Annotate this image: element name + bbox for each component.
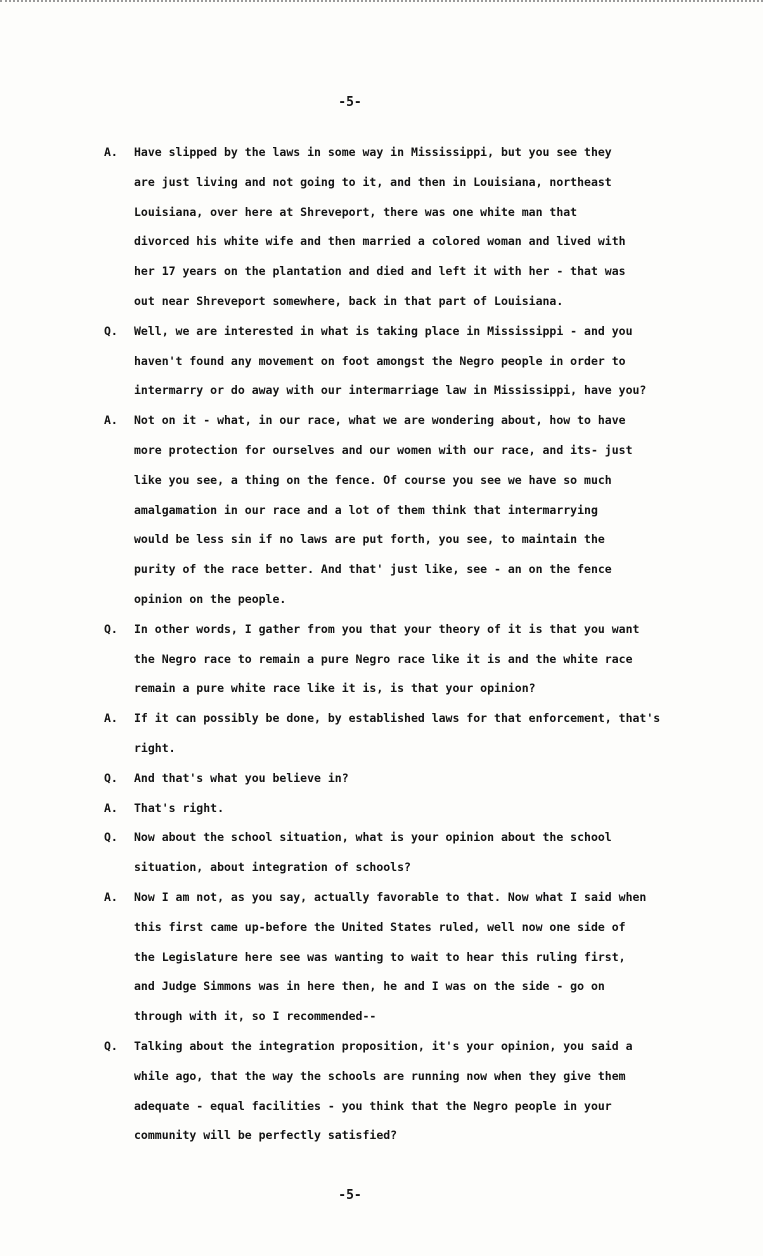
speaker-label: A. — [104, 800, 118, 815]
transcript-entry — [104, 615, 704, 704]
transcript-body — [104, 138, 704, 1151]
speaker-label: A. — [104, 711, 118, 726]
speaker-label: Q. — [104, 323, 118, 338]
header-page-number: -5- — [338, 95, 362, 110]
speaker-label: Q. — [104, 770, 118, 785]
entry-text: That's right. — [134, 800, 225, 815]
entry-text: In other words, I gather from you that your theory of it is that you want the Negro race to remain a pure Negro race like it is and the white race remain a pure white race like it is, is that your opinion? — [134, 621, 640, 696]
transcript-entry — [104, 883, 704, 1032]
transcript-entry — [104, 1032, 704, 1151]
transcript-entry — [104, 406, 704, 615]
speaker-label: A. — [104, 413, 118, 428]
entry-text: If it can possibly be done, by established laws for that enforcement, that's right. — [134, 711, 661, 755]
transcript-entry — [104, 823, 704, 883]
speaker-label: Q. — [104, 621, 118, 636]
speaker-label: Q. — [104, 1038, 118, 1053]
transcript-entry — [104, 704, 704, 764]
speaker-label: A. — [104, 145, 118, 159]
entry-text: And that's what you believe in? — [134, 770, 349, 785]
entry-text: Have slipped by the laws in some way in Mississippi, but you see they are just living and not going to it, and then in Louisiana, northeast Louisiana, over here at Shreveport, there was one white man that divorced his white wife and then married a colored woman and lived with her 17 years on the plantation and died and left it with her - that was out near Shreveport somewhere, back in that part of Louisiana. — [134, 145, 626, 308]
footer-page-number: -5- — [338, 1188, 362, 1203]
transcript-entry — [104, 764, 704, 794]
page-top-edge — [0, 0, 763, 2]
entry-text: Now about the school situation, what is your opinion about the school situation, about integration of schools? — [134, 830, 612, 875]
entry-text: Well, we are interested in what is taking place in Mississippi - and you haven't found any movement on foot amongst the Negro people in order to intermarry or do away with our intermarriage law in Mississippi, have you? — [134, 323, 647, 398]
transcript-entry — [104, 317, 704, 406]
entry-text: Now I am not, as you say, actually favorable to that. Now what I said when this first came up-before the United States ruled, well now one side of the Legislature here see was wanting to wait to hear this ruling first, and Judge Simmons was in here then, he and I was on the side - go on through with it, so I recommended-- — [134, 889, 647, 1024]
entry-text: Talking about the integration proposition, it's your opinion, you said a while ago, that the way the schools are running now when they give them adequate - equal facilities - you think that the Negro people in your community will be perfectly satisfied? — [134, 1038, 633, 1143]
transcript-entry — [104, 794, 704, 824]
speaker-label: A. — [104, 889, 118, 904]
speaker-label: Q. — [104, 830, 118, 845]
entry-text: Not on it - what, in our race, what we are wondering about, how to have more protection for ourselves and our women with our race, and its- just like you see, a thing on the fence. Of course you see we have so much amalgamation in our race and a lot of them think that intermarrying would be less sin if no laws are put forth, you see, to maintain the purity of the race better. And that' just like, see - an on the fence opinion on the people. — [134, 413, 633, 606]
transcript-entry — [104, 138, 704, 317]
